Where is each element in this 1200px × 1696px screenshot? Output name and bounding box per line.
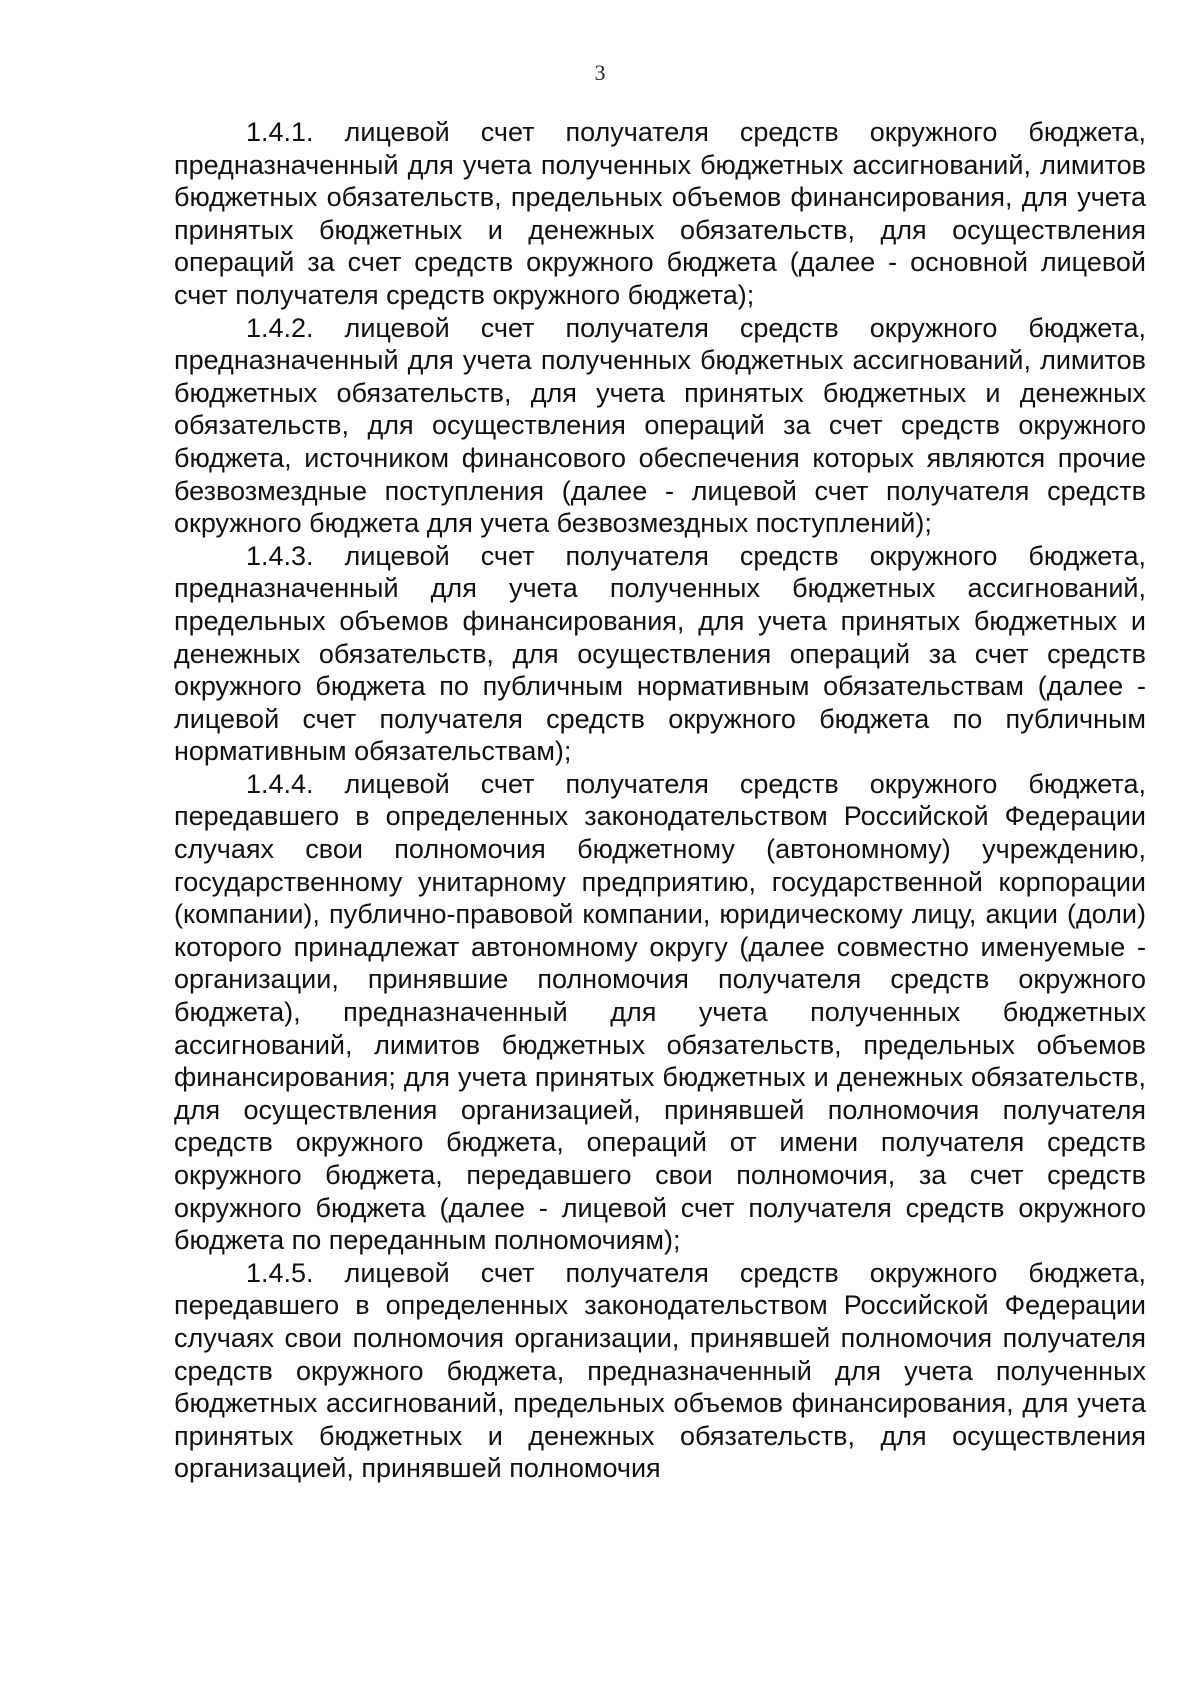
paragraph-1-4-2: 1.4.2. лицевой счет получателя средств окружного бюджета, предназначенный для учета полученных бюджетных ассигнований, лимитов бюджетных обязательств, для учета принятых бюджетных и денежных обязательств, для осуществления операций за счет средств окружного бюджета, источником финансового обеспечения которых являются прочие безвозмездные поступления (далее - лицевой счет получателя средств окружного бюджета для учета безвозмездных поступлений); — [174, 312, 1146, 539]
paragraph-1-4-3: 1.4.3. лицевой счет получателя средств окружного бюджета, предназначенный для учета полученных бюджетных ассигнований, предельных объемов финансирования, для учета принятых бюджетных и денежных обязательств, для осуществления операций за счет средств окружного бюджета по публичным нормативным обязательствам (далее - лицевой счет получателя средств окружного бюджета по публичным нормативным обязательствам); — [174, 540, 1146, 767]
page-number: 3 — [594, 60, 606, 85]
paragraph-1-4-4: 1.4.4. лицевой счет получателя средств окружного бюджета, передавшего в определенных законодательством Российской Федерации случаях свои полномочия бюджетному (автономному) учреждению, государственному унитарному предприятию, государственной корпорации (компании), публично-правовой компании, юридическому лицу, акции (доли) которого принадлежат автономному округу (далее совместно именуемые - организации, принявшие полномочия получателя средств окружного бюджета), предназначенный для учета полученных бюджетных ассигнований, лимитов бюджетных обязательств, предельных объемов финансирования; для учета принятых бюджетных и денежных обязательств, для осуществления организацией, принявшей полномочия получателя средств окружного бюджета, операций от имени получателя средств окружного бюджета, передавшего свои полномочия, за счет средств окружного бюджета (далее - лицевой счет получателя средств окружного бюджета по переданным полномочиям); — [174, 768, 1146, 1256]
document-body — [174, 116, 1146, 1485]
paragraph-1-4-5: 1.4.5. лицевой счет получателя средств окружного бюджета, передавшего в определенных законодательством Российской Федерации случаях свои полномочия организации, принявшей полномочия получателя средств окружного бюджета, предназначенный для учета полученных бюджетных ассигнований, предельных объемов финансирования, для учета принятых бюджетных и денежных обязательств, для осуществления организацией, принявшей полномочия — [174, 1257, 1146, 1484]
paragraph-1-4-1: 1.4.1. лицевой счет получателя средств окружного бюджета, предназначенный для учета полученных бюджетных ассигнований, лимитов бюджетных обязательств, предельных объемов финансирования, для учета принятых бюджетных и денежных обязательств, для осуществления операций за счет средств окружного бюджета (далее - основной лицевой счет получателя средств окружного бюджета); — [174, 117, 1146, 310]
